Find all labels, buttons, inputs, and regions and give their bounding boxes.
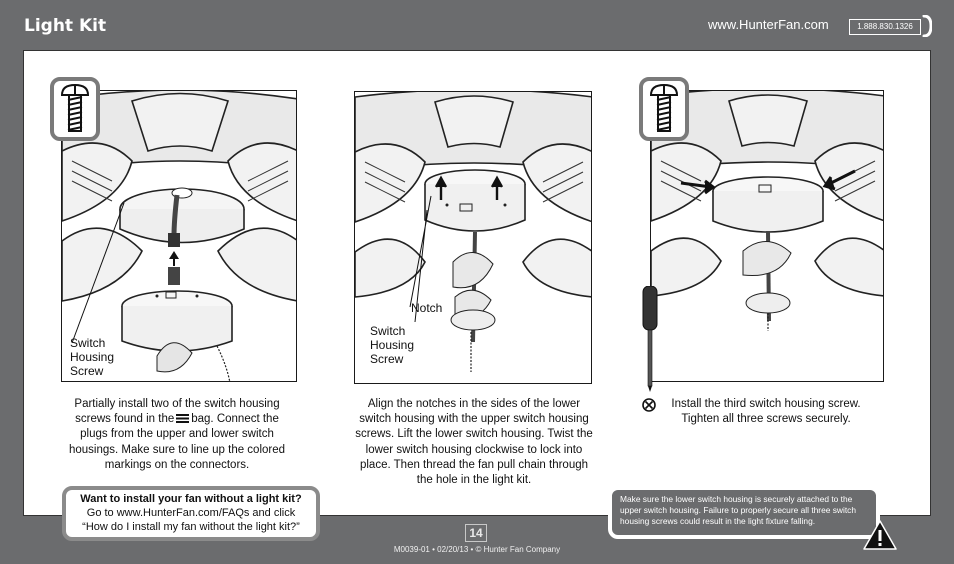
step2-caption: Align the notches in the sides of the lower switch housing with the upper switch housing screws. Lift the lower switch housing. Twist the lower switch housing clockwise to lock into place. Then thread the fan pull chain through the hole in the light kit. [355, 398, 593, 487]
footer-text: M0039-01 • 02/20/13 • © Hunter Fan Company [393, 545, 561, 554]
page-number: 14 [465, 524, 487, 542]
do-not-overtighten-icon [642, 398, 656, 412]
phone-number: 1.888.830.1326 [849, 19, 921, 35]
faq-line2: “How do I install my fan without the light kit?” [82, 521, 300, 533]
screw-icon [54, 81, 96, 137]
bag-icon [176, 414, 189, 423]
step2-notch-label: Notch [411, 301, 443, 315]
screw-badge-step3 [639, 77, 689, 141]
step1-switch-housing-screw-label: Switch Housing Screw [70, 336, 115, 378]
step2-switch-housing-screw-label: Switch Housing Screw [370, 324, 415, 366]
phone-handset-icon [922, 15, 932, 37]
warning-text: Make sure the lower switch housing is securely attached to the upper switch housing. Failure to properly secure all three switch housing screws could result in the light fixture falling. [620, 494, 857, 526]
faq-title: Want to install your fan without a light kit? [80, 493, 302, 505]
screw-icon [643, 81, 685, 137]
faq-callout-box [62, 486, 320, 541]
step3-caption: Install the third switch housing screw. Tighten all three screws securely. [671, 398, 861, 426]
step1-caption: Partially install two of the switch housing screws found in the bag. Connect the plugs from the upper and lower switch housings. Make sure to line up the colored markings on the connectors. [68, 398, 286, 471]
screwdriver-icon [640, 286, 660, 392]
faq-line1: Go to www.HunterFan.com/FAQs and click [86, 507, 296, 519]
website-url[interactable]: www.HunterFan.com [708, 17, 829, 32]
warning-box [608, 486, 880, 539]
screw-badge-step1 [50, 77, 100, 141]
page-title: Light Kit [24, 16, 107, 36]
